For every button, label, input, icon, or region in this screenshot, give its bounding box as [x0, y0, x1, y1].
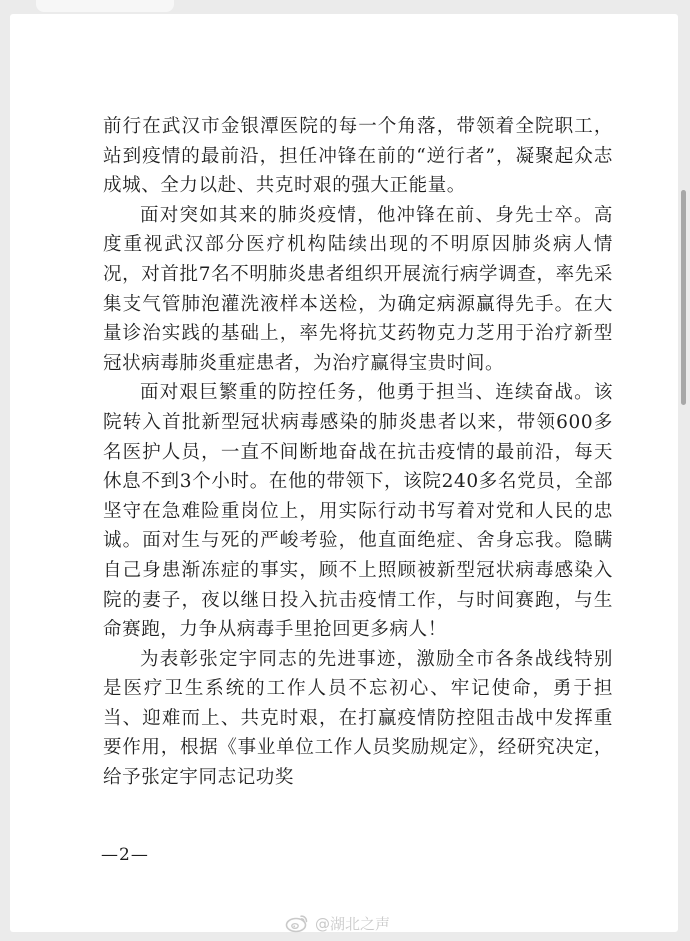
paragraph-3: 面对艰巨繁重的防控任务，他勇于担当、连续奋战。该院转入首批新型冠状病毒感染的肺炎患者以来，带领600多名医护人员，一直不间断地奋战在抗击疫情的最前沿，每天休息不到3个小时。在他的带领下，该院240多名党员，全部坚守在急难险重岗位上，用实际行动书写着对党和人民的忠诚。面对生与死的严峻考验，他直面绝症、舍身忘我。隐瞒自己身患渐冻症的事实，顾不上照顾被新型冠状病毒感染入院的妻子，夜以继日投入抗击疫情工作，与时间赛跑，与生命赛跑，力争从病毒手里抢回更多病人！ [103, 382, 613, 641]
paragraph-1: 前行在武汉市金银潭医院的每一个角落，带领着全院职工，站到疫情的最前沿，担任冲锋在前的“逆行者”，凝聚起众志成城、全力以赴、共克时艰的强大正能量。 [103, 116, 613, 197]
scrollbar-thumb[interactable] [681, 190, 686, 405]
page-number: —2— [101, 845, 149, 865]
top-tab [36, 0, 174, 12]
paragraph-2: 面对突如其来的肺炎疫情，他冲锋在前、身先士卒。高度重视武汉部分医疗机构陆续出现的不明原因肺炎病人情况，对首批7名不明肺炎患者组织开展流行病学调查，率先采集支气管肺泡灌洗液样本送检，为确定病源赢得先手。在大量诊治实践的基础上，率先将抗艾药物克力芝用于治疗新型冠状病毒肺炎重症患者，为治疗赢得宝贵时间。 [103, 204, 613, 374]
document-body [103, 112, 613, 793]
weibo-icon [285, 913, 309, 933]
watermark [285, 910, 390, 936]
watermark-text: @湖北之声 [315, 914, 391, 933]
paragraph-4: 为表彰张定宇同志的先进事迹，激励全市各条战线特别是医疗卫生系统的工作人员不忘初心、牢记使命，勇于担当、迎难而上、共克时艰，在打赢疫情防控阻击战中发挥重要作用，根据《事业单位工作人员奖励规定》，经研究决定，给予张定宇同志记功奖 [103, 648, 613, 789]
